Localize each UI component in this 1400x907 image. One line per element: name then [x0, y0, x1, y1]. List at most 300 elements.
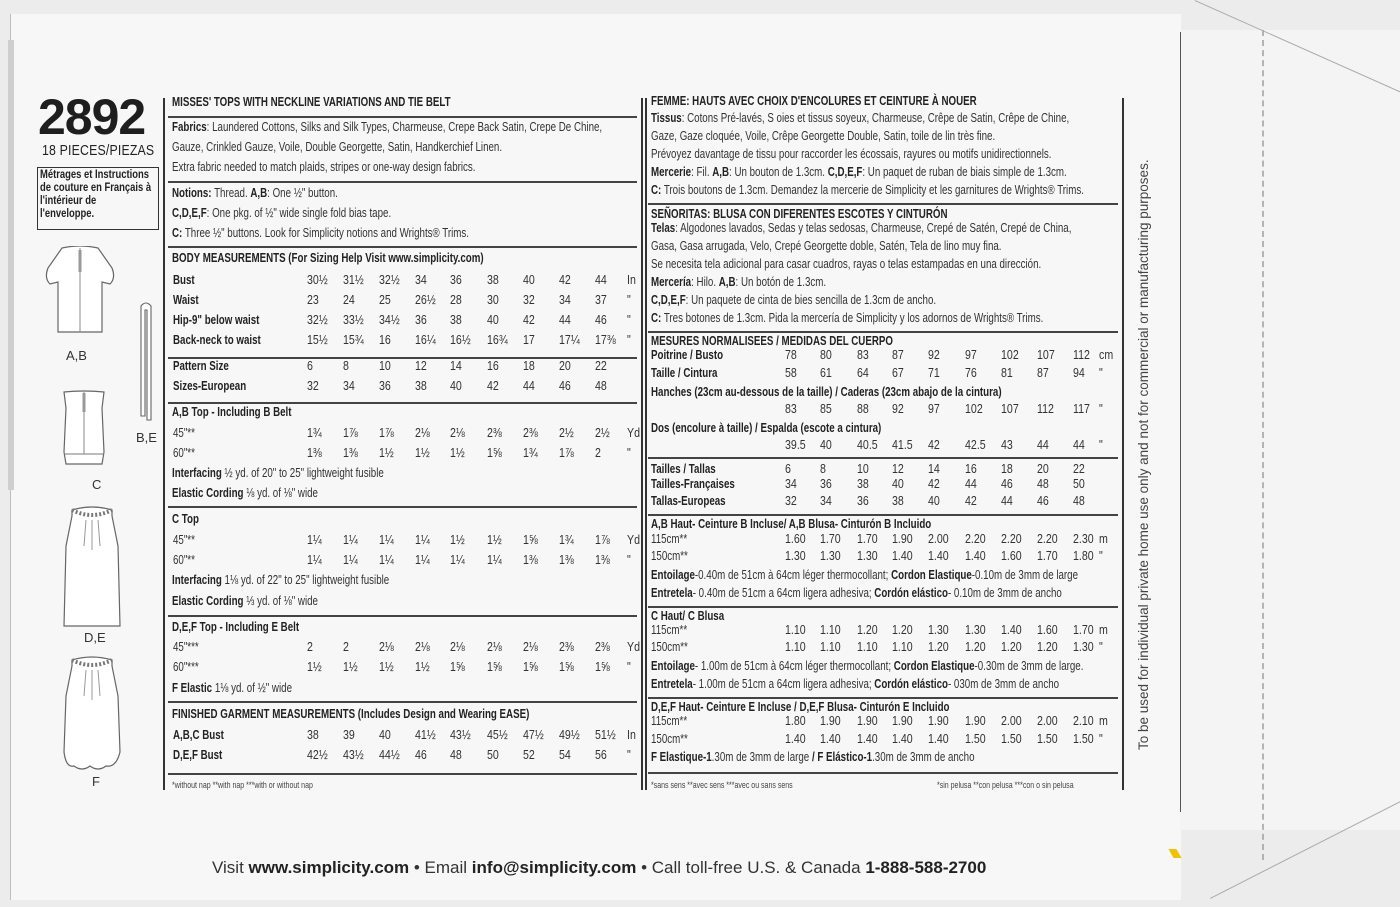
table-cell: 87: [1037, 366, 1049, 380]
ab-elastic: Elastic Cording ⅛ yd. of ⅛" wide: [172, 486, 318, 500]
row-label: Sizes-European: [173, 379, 247, 393]
table-cell: 16¾: [487, 333, 508, 347]
table-cell: 1.70: [1037, 549, 1058, 563]
row-label: Pattern Size: [173, 359, 229, 373]
table-cell: 32: [307, 379, 319, 393]
telas-line-1: Telas: Algodones lavados, Sedas y telas sedosas, Charmeuse, Crepé de Satén, Crepé de China,: [651, 221, 1072, 235]
table-cell: 6: [785, 462, 791, 476]
table-cell: 1⅞: [559, 446, 574, 460]
table-cell: 42: [559, 273, 571, 287]
table-row: [651, 477, 1121, 493]
sketch-view-c: [62, 390, 106, 470]
table-cell: 1.20: [1001, 640, 1022, 654]
table-cell: 42½: [307, 748, 328, 762]
table-cell: 2⅜: [559, 640, 574, 654]
table-cell: 1⅝: [487, 660, 502, 674]
table-cell: 1.30: [785, 549, 806, 563]
row-label: Tailles / Tallas: [651, 462, 716, 476]
table-cell: 1.10: [857, 640, 878, 654]
table-cell: 48: [1037, 477, 1049, 491]
table-cell: 1.20: [928, 640, 949, 654]
divider: [648, 203, 1118, 205]
def-elastic: F Elastic 1⅛ yd. of ½" wide: [172, 681, 292, 695]
table-cell: 46: [595, 313, 607, 327]
table-cell: 1.40: [928, 549, 949, 563]
table-cell: 17: [523, 333, 535, 347]
table-cell: 1⅝: [523, 660, 538, 674]
unit-label: ": [627, 446, 631, 460]
table-cell: 31½: [343, 273, 364, 287]
table-cell: 18: [1001, 462, 1013, 476]
divider: [648, 697, 1118, 699]
divider: [168, 181, 637, 183]
unit-label: ": [1099, 402, 1103, 416]
table-cell: 1⅝: [559, 660, 574, 674]
view-label-be: B,E: [136, 430, 157, 445]
tissus-line-1: Tissus: Cotons Pré-lavés, S oies et tissus soyeux, Charmeuse, Crêpe de Satin, Crêpe de Chine,: [651, 111, 1070, 125]
merceria-line-2: C,D,E,F: Un paquete de cinta de bies sencilla de 1.3cm de ancho.: [651, 293, 937, 307]
table-cell: 38: [415, 379, 427, 393]
table-cell: 16: [487, 359, 499, 373]
table-cell: 1¼: [343, 533, 358, 547]
table-cell: 2: [343, 640, 349, 654]
row-label: 115cm**: [651, 532, 688, 546]
table-cell: 1⅞: [343, 426, 358, 440]
column-divider-left: [163, 98, 165, 790]
row-label: 115cm**: [651, 714, 688, 728]
table-row: [651, 714, 1121, 730]
table-cell: 36: [820, 477, 832, 491]
row-label: 60"**: [173, 553, 195, 567]
table-row: [173, 640, 643, 656]
table-cell: 102: [1001, 348, 1019, 362]
row-label: 45"***: [173, 640, 199, 654]
tissus-line-3: Prévoyez davantage de tissu pour raccorder les écossais, rayures ou motifs unidirectionnels.: [651, 147, 1052, 161]
table-cell: 16½: [450, 333, 471, 347]
table-cell: 107: [1037, 348, 1055, 362]
table-cell: 64: [857, 366, 869, 380]
divider: [648, 457, 1118, 459]
table-row: [651, 732, 1121, 748]
c-elastic: Elastic Cording ⅓ yd. of ⅛" wide: [172, 594, 318, 608]
unit-label: m: [1099, 532, 1108, 546]
view-label-c: C: [92, 477, 102, 492]
table-cell: 1⅝: [450, 660, 465, 674]
table-cell: 1⅜: [559, 553, 574, 567]
divider: [168, 615, 637, 617]
metric-c-note-es: Entretela- 1.00m de 51cm a 64cm ligera adhesiva; Cordón elástico- 030m de 3mm de ancho: [651, 677, 1060, 691]
unit-label: ": [1099, 438, 1103, 452]
table-cell: 14: [450, 359, 462, 373]
table-cell: 1.20: [965, 640, 986, 654]
table-cell: 2.20: [965, 532, 986, 546]
unit-label: ": [1099, 640, 1103, 654]
table-cell: 2⅛: [415, 640, 430, 654]
fold-shadow: [8, 40, 14, 490]
table-cell: 34: [785, 477, 797, 491]
def-top-header: D,E,F Top - Including E Belt: [172, 620, 300, 634]
table-cell: 1⅞: [595, 533, 610, 547]
table-cell: 42: [928, 477, 940, 491]
table-cell: 40: [892, 477, 904, 491]
table-cell: 112: [1037, 402, 1054, 416]
table-cell: 39: [343, 728, 355, 742]
row-label: 150cm**: [651, 549, 688, 563]
table-cell: 2.20: [1001, 532, 1022, 546]
table-row: [651, 348, 1121, 364]
table-cell: 1½: [415, 660, 430, 674]
view-label-ab: A,B: [66, 348, 87, 363]
spanish-footnote: *sin pelusa **con pelusa ***con o sin pelusa: [937, 780, 1074, 790]
table-cell: 1.50: [1073, 732, 1094, 746]
table-cell: 34: [415, 273, 427, 287]
table-cell: 41.5: [892, 438, 913, 452]
table-row: [651, 462, 1121, 478]
table-cell: 17¼: [559, 333, 580, 347]
table-cell: 41½: [415, 728, 436, 742]
table-cell: 1.90: [965, 714, 986, 728]
table-cell: 44: [559, 313, 571, 327]
table-cell: 47½: [523, 728, 544, 742]
table-cell: 1.40: [928, 732, 949, 746]
row-label: Tailles-Françaises: [651, 477, 735, 491]
row-label: Tallas-Europeas: [651, 494, 726, 508]
table-cell: 81: [1001, 366, 1013, 380]
row-label: 115cm**: [651, 623, 688, 637]
table-cell: 16: [965, 462, 977, 476]
table-cell: 32: [523, 293, 535, 307]
table-cell: 26½: [415, 293, 436, 307]
fabrics-line-2: Gauze, Crinkled Gauze, Voile, Double Georgette, Satin, Handkerchief Linen.: [172, 140, 503, 154]
table-cell: 2⅛: [487, 640, 502, 654]
table-row: [173, 728, 643, 744]
table-cell: 45½: [487, 728, 508, 742]
table-row: [173, 379, 643, 395]
table-cell: 34: [343, 379, 355, 393]
table-cell: 1⅝: [595, 660, 610, 674]
table-cell: 1.50: [1001, 732, 1022, 746]
table-cell: 1¼: [487, 553, 502, 567]
table-cell: 1.10: [820, 640, 841, 654]
table-cell: 51½: [595, 728, 616, 742]
mercerie-line-1: Mercerie: Fil. A,B: Un bouton de 1.3cm. C,D,E,F: Un paquet de ruban de biais simple de 1.3cm.: [651, 165, 1067, 179]
table-cell: 18: [523, 359, 535, 373]
table-cell: 1⅝: [487, 446, 502, 460]
table-cell: 44: [1001, 494, 1013, 508]
table-cell: 2.10: [1073, 714, 1094, 728]
table-cell: 83: [785, 402, 797, 416]
table-cell: 42: [928, 438, 940, 452]
table-row: [173, 660, 643, 676]
table-cell: 22: [595, 359, 607, 373]
table-cell: 2⅛: [450, 640, 465, 654]
row-label: Back-neck to waist: [173, 333, 261, 347]
table-cell: 16: [379, 333, 391, 347]
table-cell: 1½: [307, 660, 322, 674]
table-cell: 1⅜: [595, 553, 610, 567]
table-cell: 1.90: [892, 714, 913, 728]
table-cell: 1½: [343, 660, 358, 674]
ab-top-header: A,B Top - Including B Belt: [172, 405, 292, 419]
row-label: D,E,F Bust: [173, 748, 223, 762]
notions-line-2: C,D,E,F: One pkg. of ½" wide single fold bias tape.: [172, 206, 392, 220]
french-footnote: *sans sens **avec sens ***avec ou sans sens: [651, 780, 793, 790]
table-row: [173, 533, 643, 549]
table-cell: 2½: [595, 426, 610, 440]
table-cell: 1½: [379, 660, 394, 674]
column-divider-right: [1122, 98, 1124, 790]
table-cell: 1.30: [1073, 640, 1094, 654]
divider: [648, 772, 1118, 774]
row-label: 150cm**: [651, 640, 688, 654]
table-cell: 1½: [487, 533, 502, 547]
row-label: Taille / Cintura: [651, 366, 718, 380]
table-cell: 44: [965, 477, 977, 491]
sketch-view-f: [62, 656, 122, 772]
body-measurements-header: BODY MEASUREMENTS (For Sizing Help Visit www.simplicity.com): [172, 251, 484, 265]
table-cell: 1⅝: [523, 533, 538, 547]
table-cell: 30½: [307, 273, 328, 287]
merceria-line-1: Mercería: Hilo. A,B: Un botón de 1.3cm.: [651, 275, 827, 289]
row-label: Hip-9" below waist: [173, 313, 260, 327]
table-cell: 25: [379, 293, 391, 307]
table-cell: 92: [928, 348, 940, 362]
divider: [168, 116, 637, 118]
table-cell: 2⅜: [595, 640, 610, 654]
table-cell: 2.00: [928, 532, 949, 546]
row-label: A,B,C Bust: [173, 728, 224, 742]
unit-label: ": [627, 660, 631, 674]
unit-label: cm: [1099, 348, 1114, 362]
table-cell: 12: [415, 359, 427, 373]
table-cell: 97: [928, 402, 940, 416]
back-label: Dos (encolure à taille) / Espalda (escote a cintura): [651, 421, 882, 435]
row-label: 45"**: [173, 533, 195, 547]
table-cell: 1.40: [1001, 623, 1022, 637]
table-row: [173, 293, 643, 309]
table-cell: 1.10: [785, 623, 806, 637]
table-cell: 1¼: [379, 553, 394, 567]
table-cell: 1.40: [892, 549, 913, 563]
table-cell: 17⅜: [595, 333, 616, 347]
table-row: [173, 553, 643, 569]
table-cell: 46: [559, 379, 571, 393]
table-cell: 102: [965, 402, 983, 416]
table-cell: 40: [523, 273, 535, 287]
table-cell: 1⅜: [343, 446, 358, 460]
table-cell: 44: [1037, 438, 1049, 452]
divider: [648, 514, 1118, 516]
unit-label: Yd: [627, 426, 641, 440]
table-cell: 10: [857, 462, 869, 476]
view-label-de: D,E: [84, 630, 106, 645]
table-cell: 38: [487, 273, 499, 287]
table-cell: 40: [820, 438, 832, 452]
table-row: [651, 640, 1121, 656]
email-link[interactable]: info@simplicity.com: [471, 858, 637, 877]
table-cell: 2½: [559, 426, 574, 440]
table-row: [651, 623, 1121, 639]
table-cell: 1.70: [857, 532, 878, 546]
divider: [168, 506, 637, 508]
table-cell: 2.00: [1037, 714, 1058, 728]
table-cell: 112: [1073, 348, 1090, 362]
unit-label: ": [627, 293, 631, 307]
flap-edge-line: [1180, 32, 1181, 812]
tissus-line-2: Gaze, Gaze cloquée, Voile, Crêpe Georgette Double, Satin, toile de lin très fine.: [651, 129, 996, 143]
row-label: Bust: [173, 273, 195, 287]
table-cell: 38: [307, 728, 319, 742]
divider: [168, 402, 637, 404]
table-cell: 40: [450, 379, 462, 393]
table-cell: 44: [523, 379, 535, 393]
table-cell: 1½: [450, 446, 465, 460]
metric-body-header: MESURES NORMALISEES / MEDIDAS DEL CUERPO: [651, 334, 893, 348]
table-row: [651, 366, 1121, 382]
table-cell: 1¾: [307, 426, 322, 440]
table-cell: 52: [523, 748, 535, 762]
table-cell: 2⅛: [523, 640, 538, 654]
table-cell: 2: [307, 640, 313, 654]
divider: [648, 331, 1118, 333]
table-cell: 8: [820, 462, 826, 476]
table-cell: 10: [379, 359, 391, 373]
table-cell: 1.30: [965, 623, 986, 637]
table-cell: 40: [379, 728, 391, 742]
table-cell: 15½: [307, 333, 328, 347]
table-cell: 50: [487, 748, 499, 762]
table-cell: 23: [307, 293, 319, 307]
table-cell: 30: [487, 293, 499, 307]
notions-line-3: C: Three ½" buttons. Look for Simplicity notions and Wrights® Trims.: [172, 226, 469, 240]
table-cell: 1¼: [415, 533, 430, 547]
table-cell: 94: [1073, 366, 1085, 380]
table-cell: 1.50: [1037, 732, 1058, 746]
table-cell: 38: [892, 494, 904, 508]
table-cell: 1.10: [820, 623, 841, 637]
view-label-f: F: [92, 774, 100, 789]
perforation-line: [1262, 30, 1268, 860]
table-cell: 34: [820, 494, 832, 508]
table-cell: 36: [857, 494, 869, 508]
table-cell: 80: [820, 348, 832, 362]
table-row: [173, 748, 643, 764]
table-cell: 88: [857, 402, 869, 416]
ab-interfacing: Interfacing ½ yd. of 20" to 25" lightweight fusible: [172, 466, 384, 480]
table-cell: 42: [523, 313, 535, 327]
table-row: [173, 446, 643, 462]
table-cell: 46: [415, 748, 427, 762]
table-cell: 20: [1037, 462, 1049, 476]
english-footnote: *without nap **with nap ***with or without nap: [172, 780, 313, 790]
table-cell: 1⅜: [523, 553, 538, 567]
table-cell: 1.10: [785, 640, 806, 654]
row-label: Poitrine / Busto: [651, 348, 724, 362]
table-cell: 1½: [379, 446, 394, 460]
table-cell: 1.80: [785, 714, 806, 728]
telas-line-2: Gasa, Gasa arrugada, Velo, Crepé Georgette doble, Satén, Tela de lino muy fina.: [651, 239, 1002, 253]
table-cell: 15¾: [343, 333, 364, 347]
table-cell: 48: [595, 379, 607, 393]
sketch-view-de: [62, 506, 122, 628]
table-cell: 1¼: [379, 533, 394, 547]
mercerie-line-2: C: Trois boutons de 1.3cm. Demandez la mercerie de Simplicity et les garnitures de Wrights® Trims.: [651, 183, 1084, 197]
unit-label: ": [627, 748, 631, 762]
row-label: 150cm**: [651, 732, 688, 746]
table-cell: 1¼: [307, 533, 322, 547]
row-label: 60"**: [173, 446, 195, 460]
sketch-belt-be: [138, 300, 154, 422]
table-cell: 43½: [343, 748, 364, 762]
unit-label: ": [627, 553, 631, 567]
envelope-flap: [1180, 30, 1400, 830]
table-cell: 34½: [379, 313, 400, 327]
table-cell: 43: [1001, 438, 1013, 452]
table-cell: 92: [892, 402, 904, 416]
metric-c-header: C Haut/ C Blusa: [651, 609, 725, 623]
table-cell: 40: [928, 494, 940, 508]
table-cell: 71: [928, 366, 940, 380]
table-row: [651, 532, 1121, 548]
table-cell: 1¼: [307, 553, 322, 567]
table-cell: 1.90: [892, 532, 913, 546]
table-cell: 1.60: [1001, 549, 1022, 563]
legal-notice: To be used for individual private home use only and not for commercial or manufacturing purposes.: [1136, 159, 1151, 750]
unit-label: m: [1099, 714, 1108, 728]
metric-def-header: D,E,F Haut- Ceinture E Incluse / D,E,F Blusa- Cinturón E Incluido: [651, 700, 950, 714]
table-cell: 43½: [450, 728, 471, 742]
table-row: [173, 273, 643, 289]
table-cell: 1¾: [559, 533, 574, 547]
table-cell: 24: [343, 293, 355, 307]
table-cell: 1.40: [965, 549, 986, 563]
table-row: [173, 426, 643, 442]
table-cell: 2.30: [1073, 532, 1094, 546]
hips-label: Hanches (23cm au-dessous de la taille) / Caderas (23cm abajo de la cintura): [651, 385, 1002, 399]
table-cell: 117: [1073, 402, 1090, 416]
table-cell: 54: [559, 748, 571, 762]
english-title: MISSES' TOPS WITH NECKLINE VARIATIONS AND TIE BELT: [172, 95, 451, 109]
website-link[interactable]: www.simplicity.com: [248, 858, 410, 877]
table-cell: 33½: [343, 313, 364, 327]
fabrics-line-1: Fabrics: Laundered Cottons, Silks and Silk Types, Charmeuse, Crepe Back Satin, Crepe De Chine,: [172, 120, 603, 134]
table-cell: 58: [785, 366, 797, 380]
fabrics-line-3: Extra fabric needed to match plaids, stripes or one-way design fabrics.: [172, 160, 476, 174]
table-cell: 50: [1073, 477, 1085, 491]
divider: [648, 606, 1118, 608]
unit-label: Yd: [627, 533, 641, 547]
table-cell: 1⅜: [307, 446, 322, 460]
phone-number: 1-888-588-2700: [865, 858, 987, 877]
table-cell: 42.5: [965, 438, 986, 452]
table-cell: 1½: [450, 533, 465, 547]
table-cell: 1.30: [820, 549, 841, 563]
table-cell: 1¼: [415, 553, 430, 567]
finished-measurements-header: FINISHED GARMENT MEASUREMENTS (Includes Design and Wearing EASE): [172, 707, 530, 721]
divider: [168, 773, 637, 775]
table-cell: 83: [857, 348, 869, 362]
column-divider-middle-right: [645, 98, 647, 790]
table-cell: 1.60: [785, 532, 806, 546]
table-cell: 67: [892, 366, 904, 380]
table-cell: 1.10: [892, 640, 913, 654]
table-cell: 42: [487, 379, 499, 393]
french-title: FEMME: HAUTS AVEC CHOIX D'ENCOLURES ET CEINTURE À NOUER: [651, 94, 977, 108]
c-interfacing: Interfacing 1⅛ yd. of 22" to 25" lightweight fusible: [172, 573, 390, 587]
unit-label: ": [627, 333, 631, 347]
table-cell: 1.90: [928, 714, 949, 728]
table-cell: 1.40: [820, 732, 841, 746]
